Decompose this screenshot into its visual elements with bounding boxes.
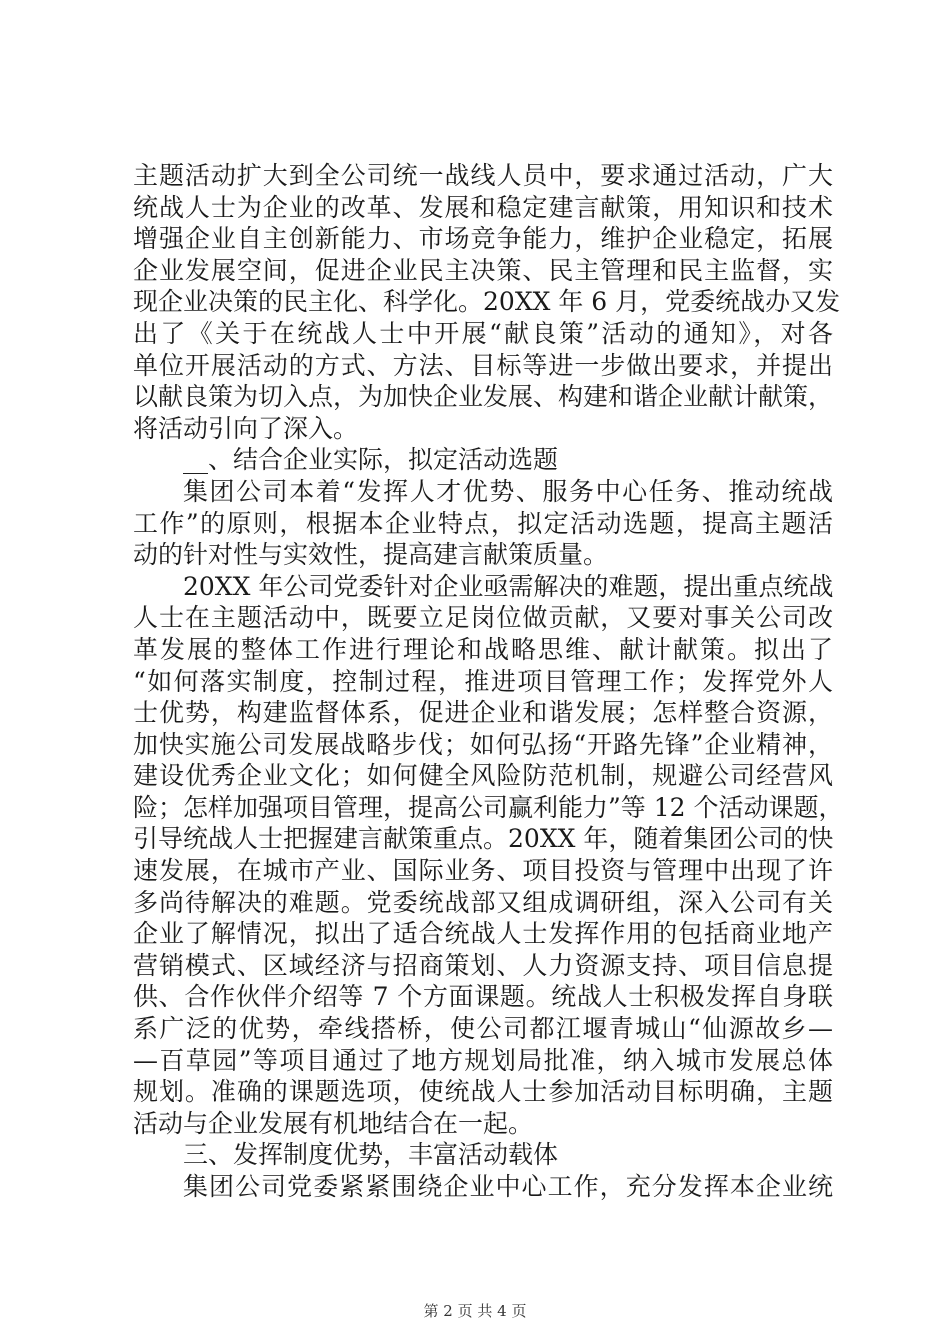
text-line: 将活动引向了深入。 bbox=[133, 413, 359, 443]
text-line: 主题活动扩大到全公司统一战线人员中，要求通过活动，广大 bbox=[133, 161, 833, 190]
text-line: 现企业决策的民主化、科学化。20XX 年 6 月，党委统战办又发 bbox=[133, 287, 841, 317]
text-line: 企业发展空间，促进企业民主决策、民主管理和民主监督，实 bbox=[133, 255, 833, 285]
text-line: 革发展的整体工作进行理论和战略思维、献计献策。拟出了 bbox=[133, 634, 833, 664]
text-line: 动的针对性与实效性，提高建言献策质量。 bbox=[133, 540, 609, 570]
text-line: 速发展，在城市产业、国际业务、项目投资与管理中出现了许 bbox=[133, 856, 833, 886]
text-line: 多尚待解决的难题。党委统战部又组成调研组，深入公司有关 bbox=[133, 887, 833, 917]
text-line: 企业了解情况，拟出了适合统战人士发挥作用的包括商业地产 bbox=[133, 919, 833, 949]
text-line: —百草园”等项目通过了地方规划局批准，纳入城市发展总体 bbox=[133, 1045, 833, 1075]
text-line: 20XX 年公司党委针对企业亟需解决的难题，提出重点统战 bbox=[183, 571, 834, 601]
text-line: 集团公司党委紧紧围绕企业中心工作，充分发挥本企业统 bbox=[183, 1172, 833, 1201]
page-number-footer: 第 2 页 共 4 页 bbox=[423, 1302, 527, 1320]
text-line: 集团公司本着“发挥人才优势、服务中心任务、推动统战 bbox=[183, 476, 833, 506]
text-line: 规划。准确的课题选项，使统战人士参加活动目标明确，主题 bbox=[133, 1077, 833, 1107]
text-line: 活动与企业发展有机地结合在一起。 bbox=[133, 1108, 534, 1138]
text-line: 系广泛的优势，牵线搭桥，使公司都江堰青城山“仙源故乡— bbox=[133, 1014, 833, 1044]
text-line: 加快实施公司发展战略步伐；如何弘扬“开路先锋”企业精神， bbox=[133, 729, 833, 759]
text-line: 供、合作伙伴介绍等 7 个方面课题。统战人士积极发挥自身联 bbox=[133, 982, 833, 1012]
text-line: 单位开展活动的方式、方法、目标等进一步做出要求，并提出 bbox=[133, 350, 833, 380]
text-line: 以献良策为切入点，为加快企业发展、构建和谐企业献计献策， bbox=[133, 382, 834, 412]
text-line: 出了《关于在统战人士中开展“献良策”活动的通知》，对各 bbox=[133, 318, 833, 348]
text-line: 增强企业自主创新能力、市场竞争能力，维护企业稳定，拓展 bbox=[133, 224, 833, 254]
text-line: “如何落实制度，控制过程，推进项目管理工作；发挥党外人 bbox=[133, 666, 833, 696]
text-line: 工作”的原则，根据本企业特点，拟定活动选题，提高主题活 bbox=[133, 508, 833, 538]
text-line: 人士在主题活动中，既要立足岗位做贡献，又要对事关公司改 bbox=[133, 603, 833, 633]
text-line: 建设优秀企业文化；如何健全风险防范机制，规避公司经营风 bbox=[133, 761, 833, 791]
document-body bbox=[133, 160, 844, 1203]
text-line: 引导统战人士把握建言献策重点。20XX 年，随着集团公司的快 bbox=[133, 824, 834, 854]
text-line: 士优势，构建监督体系，促进企业和谐发展；怎样整合资源， bbox=[133, 698, 833, 728]
text-line: 险；怎样加强项目管理，提高公司赢利能力”等 12 个活动课题， bbox=[133, 792, 844, 822]
text-line: 营销模式、区域经济与招商策划、人力资源支持、项目信息提 bbox=[133, 950, 833, 980]
section-heading: 三、发挥制度优势，丰富活动载体 bbox=[183, 1140, 559, 1170]
section-heading: __、结合企业实际，拟定活动选题 bbox=[183, 445, 559, 475]
text-line: 统战人士为企业的改革、发展和稳定建言献策，用知识和技术 bbox=[133, 192, 833, 222]
